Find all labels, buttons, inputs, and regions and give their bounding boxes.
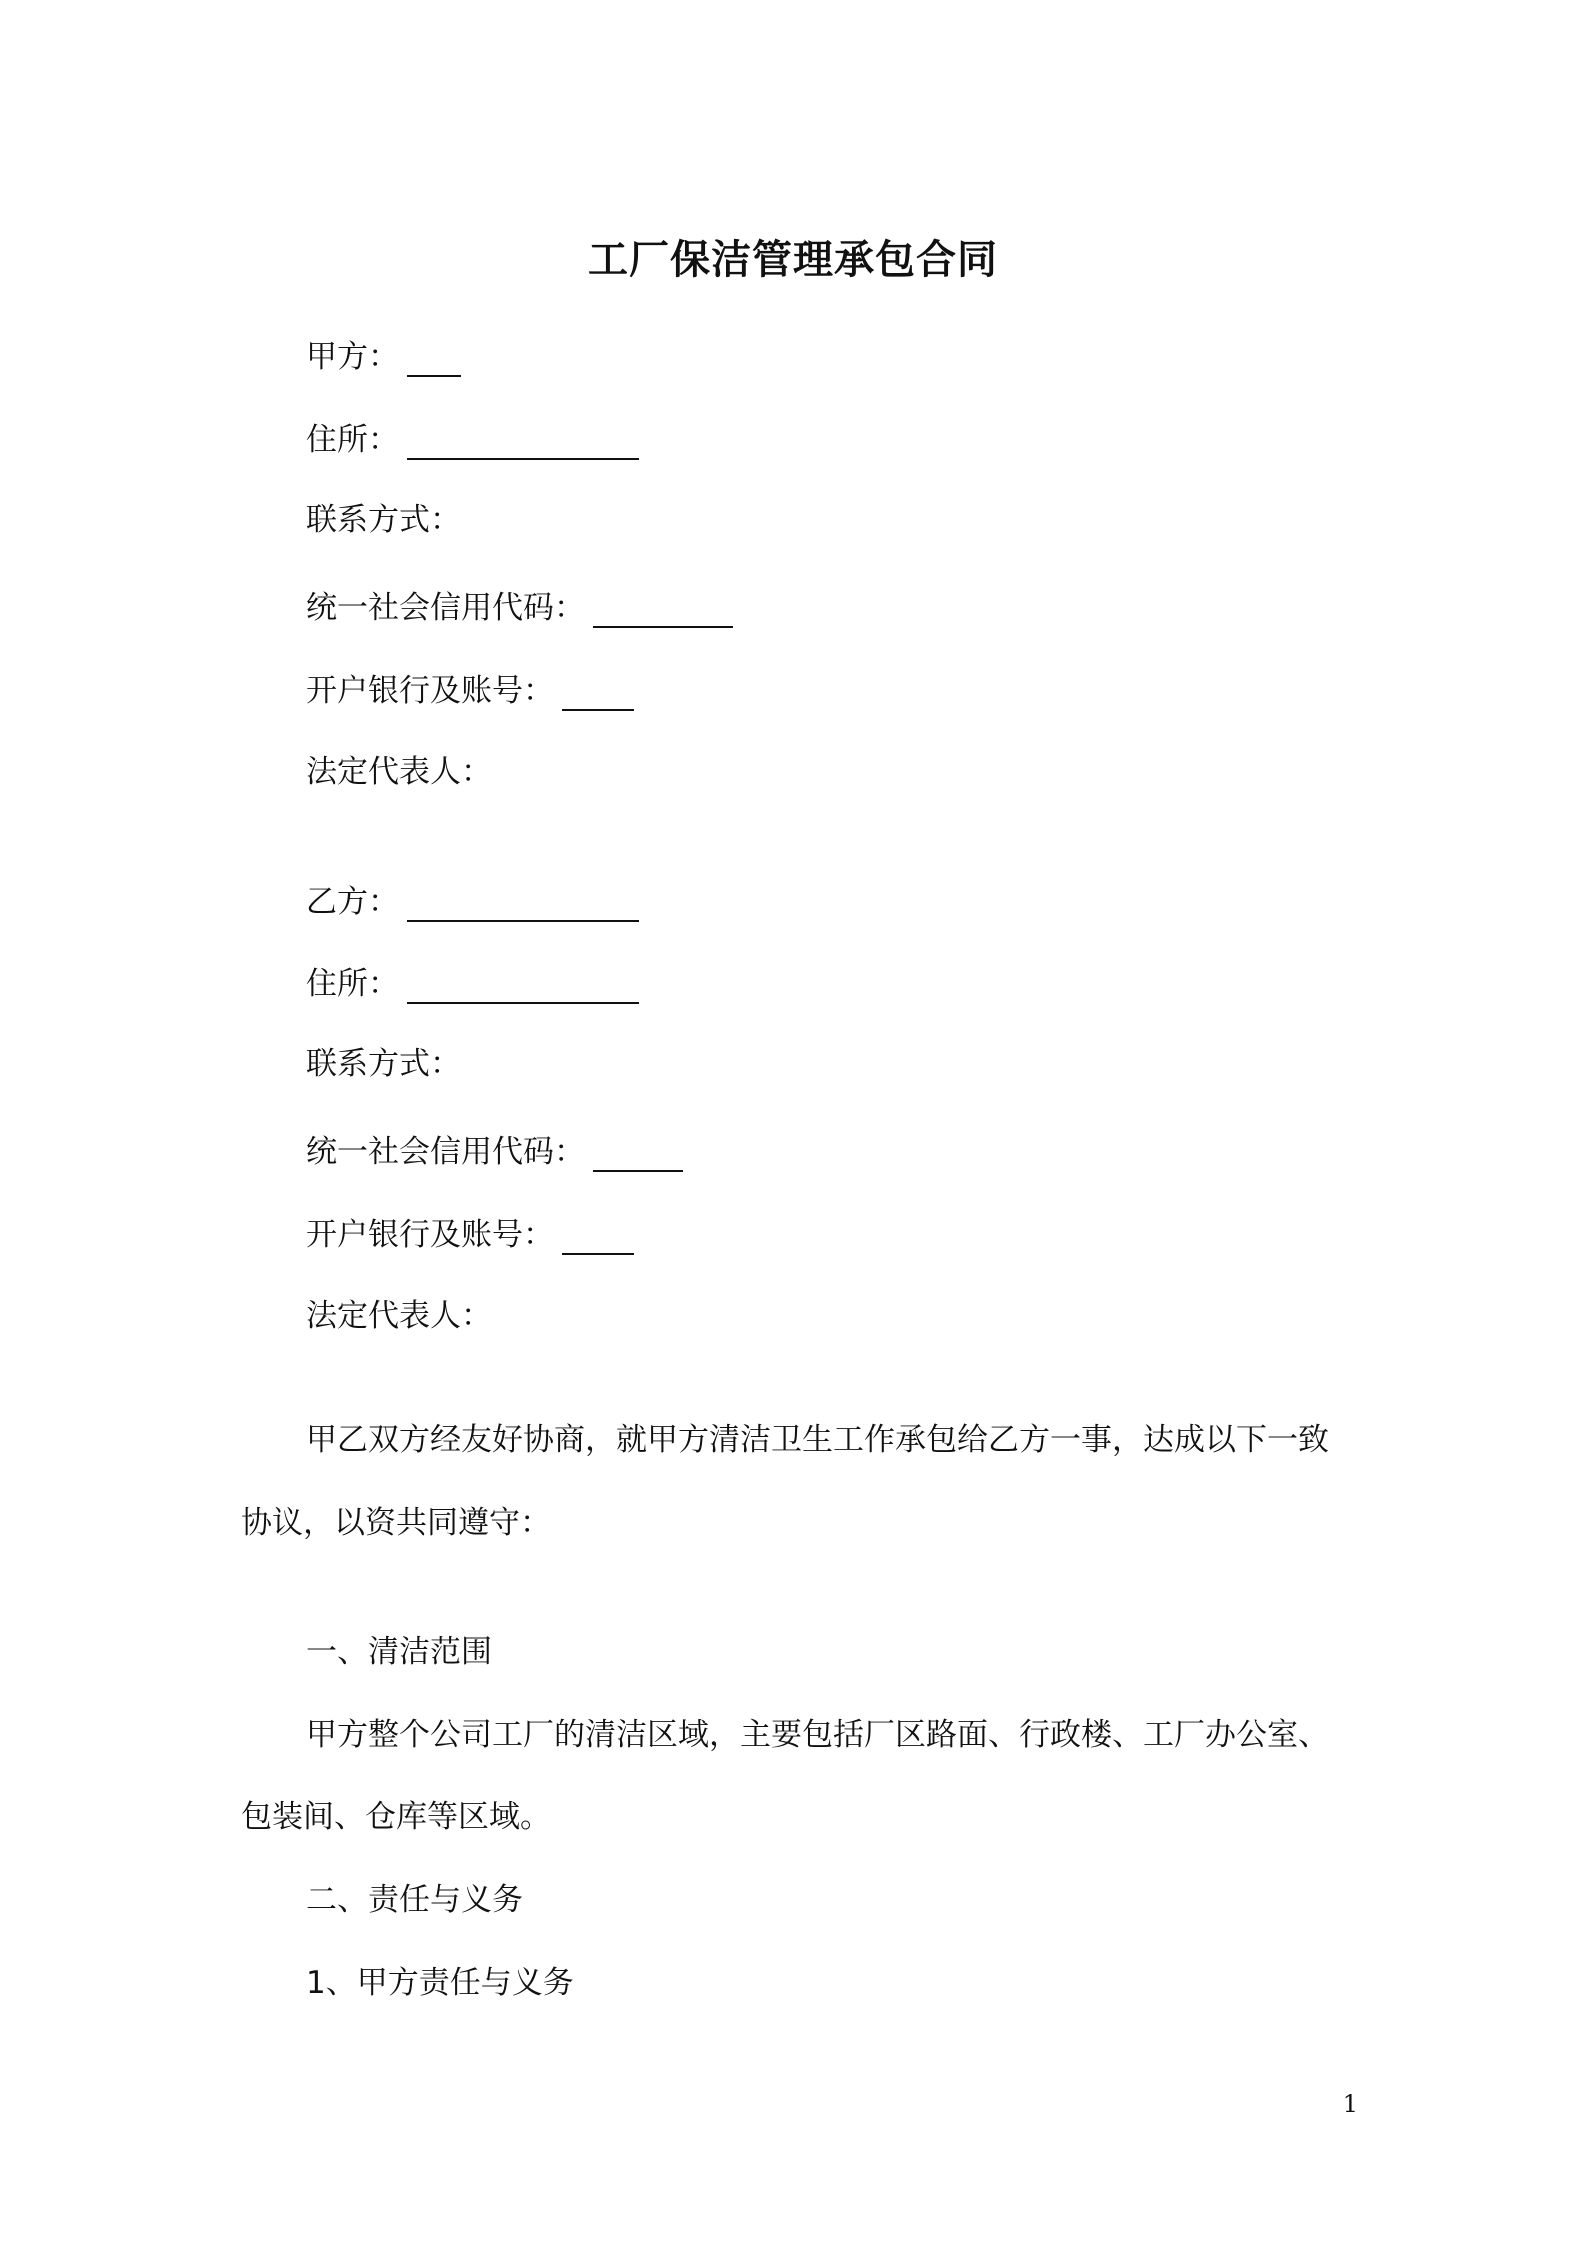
party-b-credit-code-label: 统一社会信用代码： — [306, 1134, 585, 1170]
party-b-credit-code-blank[interactable] — [593, 1132, 683, 1172]
section-2-sub-1: 1、甲方责任与义务 — [306, 1965, 574, 2001]
party-a-credit-code-blank[interactable] — [593, 588, 733, 628]
party-a-address-line — [306, 420, 639, 460]
party-b-address-blank[interactable] — [407, 964, 639, 1004]
party-b-contact-line — [306, 1044, 461, 1084]
party-a-credit-code-label: 统一社会信用代码： — [306, 590, 585, 626]
party-b-rep-label: 法定代表人： — [306, 1298, 492, 1334]
party-b-address-line — [306, 964, 639, 1004]
party-a-label: 甲方： — [306, 339, 399, 375]
party-b-contact-label: 联系方式： — [306, 1046, 461, 1082]
section-1-line-2: 包装间、仓库等区域。 — [241, 1799, 551, 1835]
party-a-rep-line — [306, 752, 492, 792]
party-b-address-label: 住所： — [306, 966, 399, 1002]
party-a-bank-label: 开户银行及账号： — [306, 673, 554, 709]
intro-line-2: 协议，以资共同遵守： — [241, 1505, 551, 1541]
intro-line-1: 甲乙双方经友好协商，就甲方清洁卫生工作承包给乙方一事，达成以下一致 — [306, 1422, 1329, 1458]
section-1-heading: 一、清洁范围 — [306, 1634, 492, 1670]
party-b-bank-line — [306, 1215, 634, 1255]
party-a-bank-line — [306, 671, 634, 711]
party-a-address-blank[interactable] — [407, 420, 639, 460]
party-a-blank[interactable] — [407, 337, 461, 377]
party-b-bank-blank[interactable] — [562, 1215, 634, 1255]
party-b-line — [306, 882, 639, 922]
party-b-blank[interactable] — [407, 882, 639, 922]
party-a-credit-code-line — [306, 588, 733, 628]
party-b-label: 乙方： — [306, 884, 399, 920]
party-b-rep-line — [306, 1296, 492, 1336]
contract-title: 工厂保洁管理承包合同 — [588, 237, 998, 283]
party-a-contact-label: 联系方式： — [306, 502, 461, 538]
party-a-bank-blank[interactable] — [562, 671, 634, 711]
party-a-contact-line — [306, 500, 461, 540]
section-1-line-1: 甲方整个公司工厂的清洁区域，主要包括厂区路面、行政楼、工厂办公室、 — [306, 1717, 1329, 1753]
party-a-line — [306, 337, 461, 377]
party-a-address-label: 住所： — [306, 422, 399, 458]
party-b-bank-label: 开户银行及账号： — [306, 1217, 554, 1253]
party-b-credit-code-line — [306, 1132, 683, 1172]
party-a-rep-label: 法定代表人： — [306, 754, 492, 790]
section-2-heading: 二、责任与义务 — [306, 1882, 523, 1918]
page-number: 1 — [1342, 2090, 1358, 2118]
